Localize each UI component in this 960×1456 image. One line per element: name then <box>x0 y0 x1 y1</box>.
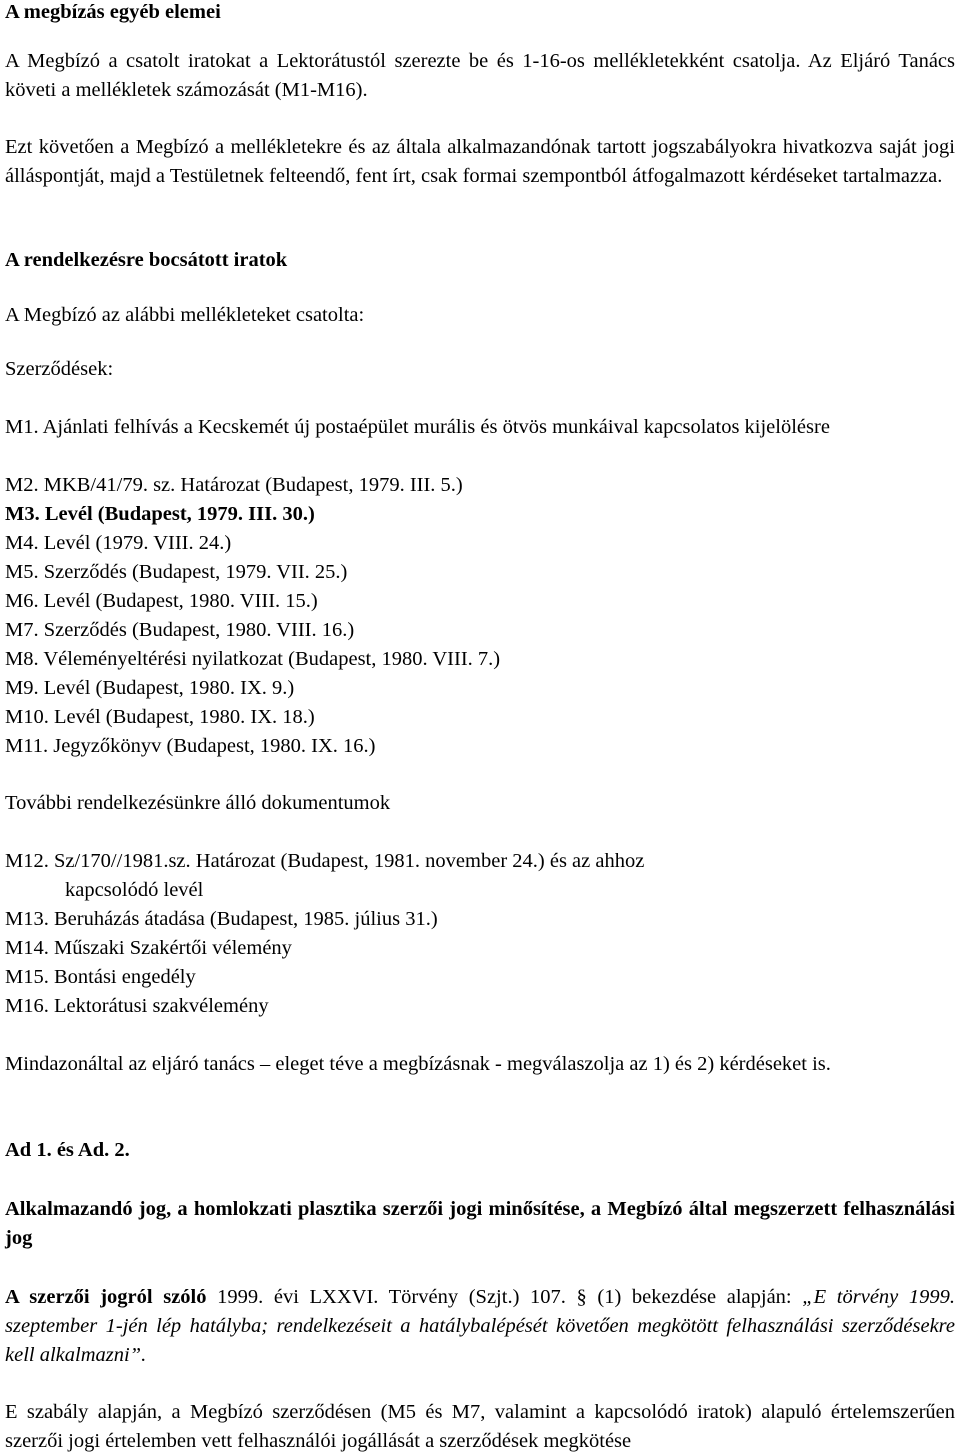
further-attachment-list <box>5 847 955 1021</box>
list-item: M12. Sz/170//1981.sz. Határozat (Budapest, 1981. november 24.) és az ahhoz <box>5 850 645 872</box>
list-item: M16. Lektorátusi szakvélemény <box>5 995 269 1017</box>
further-documents-label: További rendelkezésünkre álló dokumentumok <box>5 792 391 814</box>
law-title: A szerzői jogról szóló <box>5 1286 207 1308</box>
attachment-list <box>5 471 955 761</box>
attachment-m1: M1. Ajánlati felhívás a Kecskemét új postaépület murális és ötvös munkáival kapcsolatos kijelölésre <box>5 416 830 438</box>
ad-heading: Ad 1. és Ad. 2. <box>5 1139 130 1161</box>
list-item: M3. Levél (Budapest, 1979. III. 30.) <box>5 503 315 525</box>
paragraph-legal-position: Ezt követően a Megbízó a mellékletekre és az általa alkalmazandónak tartott jogszabályokra hivatkozva saját jogi álláspontját, majd a Testületnek felteendő, fent írt, csak formai szempontból átfogalmazott kérdéseket tartalmazza. <box>5 136 955 187</box>
paragraph-answer-questions: Mindazonáltal az eljáró tanács – eleget téve a megbízásnak - megválaszolja az 1) és 2) kérdéseket is. <box>5 1053 831 1075</box>
paragraph-copyright-act <box>5 1283 955 1370</box>
contracts-label: Szerződések: <box>5 358 114 380</box>
law-reference: 1999. évi LXXVI. Törvény (Szjt.) 107. § (1) bekezdése alapján: <box>206 1286 803 1308</box>
section-heading-documents: A rendelkezésre bocsátott iratok <box>5 249 288 271</box>
paragraph-attachments-intro: A Megbízó a csatolt iratokat a Lektorátustól szerezte be és 1-16-os mellékletekként csatolja. Az Eljáró Tanács követi a mellékletek számozását (M1-M16). <box>5 50 955 101</box>
list-item: M7. Szerződés (Budapest, 1980. VIII. 16.) <box>5 619 355 641</box>
list-item: M6. Levél (Budapest, 1980. VIII. 15.) <box>5 590 318 612</box>
list-item: M13. Beruházás átadása (Budapest, 1985. július 31.) <box>5 908 438 930</box>
list-item: M10. Levél (Budapest, 1980. IX. 18.) <box>5 706 315 728</box>
attachments-intro: A Megbízó az alábbi mellékleteket csatolta: <box>5 304 365 326</box>
list-item: M11. Jegyzőkönyv (Budapest, 1980. IX. 16.) <box>5 735 376 757</box>
paragraph-contract-status: E szabály alapján, a Megbízó szerződésen (M5 és M7, valamint a kapcsolódó iratok) alapuló értelemszerűen szerzői jogi értelemben vett felhasználói jogállását a szerződések megkötése <box>5 1401 955 1452</box>
list-item: M9. Levél (Budapest, 1980. IX. 9.) <box>5 677 295 699</box>
list-item: M4. Levél (1979. VIII. 24.) <box>5 532 232 554</box>
list-item: M2. MKB/41/79. sz. Határozat (Budapest, 1979. III. 5.) <box>5 474 463 496</box>
list-item-continuation: kapcsolódó levél <box>65 879 204 901</box>
list-item: M15. Bontási engedély <box>5 966 196 988</box>
section-heading-applicable-law: Alkalmazandó jog, a homlokzati plasztika szerzői jogi minősítése, a Megbízó által megszerzett felhasználási jog <box>5 1198 955 1249</box>
list-item: M5. Szerződés (Budapest, 1979. VII. 25.) <box>5 561 348 583</box>
law-quote: „E törvény 1999. szeptember 1-jén lép hatályba; rendelkezéseit a hatálybalépését követően megkötött felhasználási szerződésekre kell alkalmazni”. <box>5 1286 956 1366</box>
section-heading-other-elements: A megbízás egyéb elemei <box>5 1 221 23</box>
list-item: M14. Műszaki Szakértői vélemény <box>5 937 292 959</box>
list-item: M8. Véleményeltérési nyilatkozat (Budapest, 1980. VIII. 7.) <box>5 648 501 670</box>
